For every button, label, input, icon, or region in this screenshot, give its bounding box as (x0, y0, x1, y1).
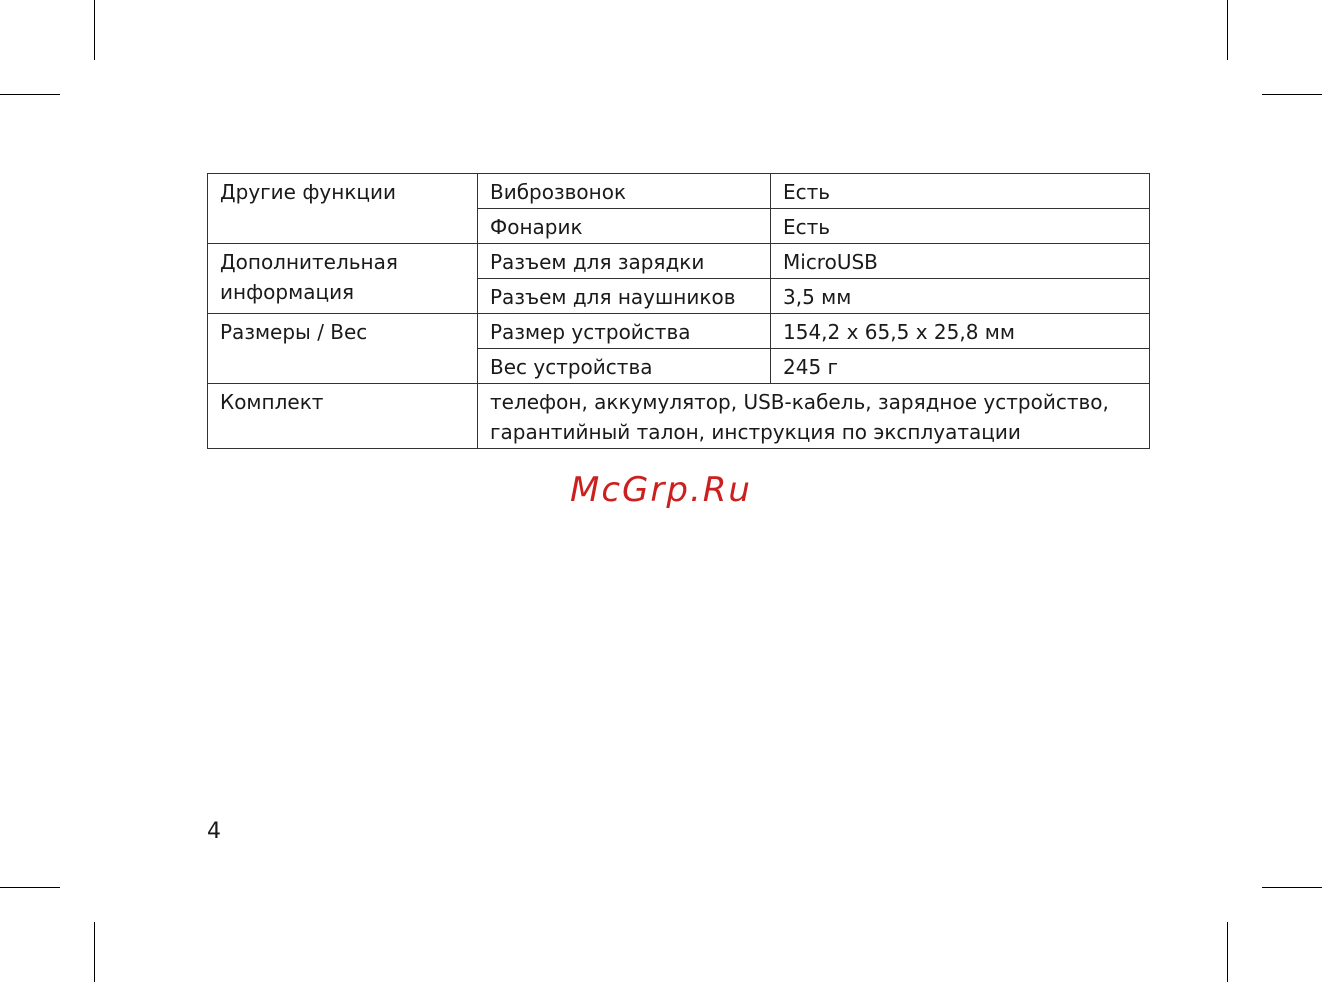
spec-table (207, 173, 1150, 449)
crop-mark-top-left-vertical (94, 0, 95, 60)
watermark: McGrp.Ru (570, 470, 752, 510)
kit-contents-cell: телефон, аккумулятор, USB-кабель, зарядное устройство, гарантийный талон, инструкция по эксплуатации (478, 384, 1150, 449)
crop-mark-bottom-left-horizontal (0, 887, 60, 888)
group-cell: Другие функции (208, 174, 478, 244)
value-cell: 245 г (771, 349, 1150, 384)
table-row (208, 244, 1150, 279)
table-row (208, 174, 1150, 209)
value-cell: 154,2 x 65,5 x 25,8 мм (771, 314, 1150, 349)
group-cell: Комплект (208, 384, 478, 449)
crop-mark-bottom-right-horizontal (1262, 887, 1322, 888)
group-cell: Дополнительная информация (208, 244, 478, 314)
value-cell: Есть (771, 209, 1150, 244)
param-cell: Вес устройства (478, 349, 771, 384)
param-cell: Фонарик (478, 209, 771, 244)
param-cell: Виброзвонок (478, 174, 771, 209)
param-cell: Разъем для зарядки (478, 244, 771, 279)
crop-mark-bottom-left-vertical (94, 922, 95, 982)
table-row (208, 314, 1150, 349)
value-cell: Есть (771, 174, 1150, 209)
table-row (208, 384, 1150, 449)
page-number: 4 (207, 819, 221, 844)
crop-mark-bottom-right-vertical (1227, 922, 1228, 982)
value-cell: 3,5 мм (771, 279, 1150, 314)
param-cell: Размер устройства (478, 314, 771, 349)
group-cell: Размеры / Вес (208, 314, 478, 384)
value-cell: MicroUSB (771, 244, 1150, 279)
crop-mark-top-right-vertical (1227, 0, 1228, 60)
crop-mark-top-right-horizontal (1262, 94, 1322, 95)
crop-mark-top-left-horizontal (0, 94, 60, 95)
param-cell: Разъем для наушников (478, 279, 771, 314)
